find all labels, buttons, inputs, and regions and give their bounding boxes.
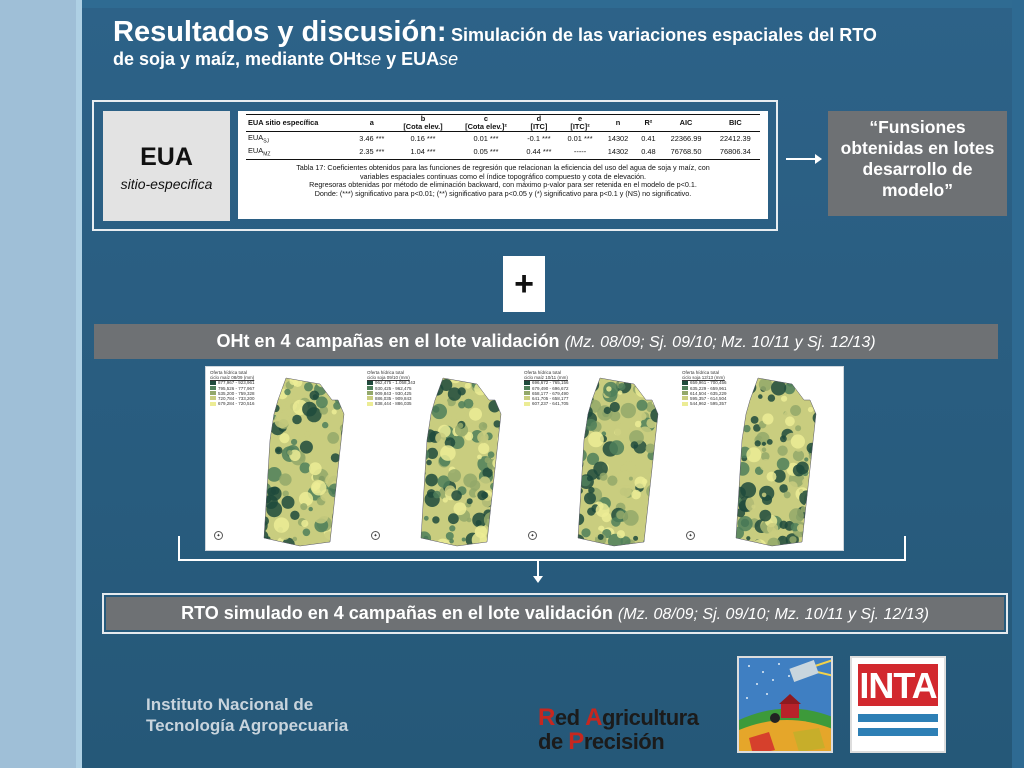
oht-map [365,370,523,548]
table-header: e [ITC]² [570,114,590,131]
functions-note-box: “Funsiones obtenidas en lotes desarrollo de modelo” [828,111,1007,216]
table-row: $EUA_{MZ}$ 2.35 *** 1.04 *** 0.05 *** 0.44 *** ----- 14302 0.48 76768.50 76806.34 [246,145,760,159]
table-header: AIC [679,117,693,127]
top-band [82,0,1012,8]
slide-title [113,14,1008,71]
inta-logo: INTA [850,656,946,753]
rto-banner-frame [102,593,1008,634]
eua-label: EUA [140,143,193,171]
right-band [1012,0,1024,768]
title-subtitle: Simulación de las variaciones espaciales del RTO [451,25,877,45]
north-arrow-icon: ✦ [214,531,223,540]
map-legend: Oferta hídrica total ciclo maíz 08/09 (mm) 877,967 - 923,961 795,526 - 777,967 535,200 - 759,328 720,784 - 733,200 679,284 - 720,516 [210,370,255,407]
table-header: c [Cota elev.]² [465,114,507,131]
table-caption: Tabla 17: Coeficientes obtenidos para las funciones de regresión que relacionan la eficiencia del uso del agua de soja y maíz, con variables espaciales continuas como el índice topográfico compuesto y cota de elevación. Regresoras obtenidas por método de eliminación backward, con máximo p-valor para ser retenida en el modelo de p<0.1. Donde: (***) significativo para p<0.01; (**) significativo para p<0.05 y (*) significativo para p<0.1 y (NS) no significativo. [296,162,710,198]
table-header: a [369,117,374,127]
table-header: BIC [728,117,742,127]
title-main: Resultados y discusión: [113,16,447,48]
regression-table [238,111,768,219]
red-agricultura-precision-logo: Red Agricultura de Precisión [538,704,699,755]
table-header: d [ITC] [530,114,548,131]
table-header: n [615,117,621,127]
north-arrow-icon: ✦ [528,531,537,540]
eua-sublabel: sitio-especifica [120,176,213,192]
precision-agriculture-image [737,656,833,753]
bracket-left [178,536,180,560]
left-decorative-strip [0,0,82,768]
oht-map [522,370,680,548]
title-line2: de soja y maíz, mediante OHtse y EUAse [113,49,459,70]
arrow-down-icon [537,561,539,577]
map-legend: Oferta hídrica total ciclo soja 09/10 (mm) 962,475 - 1.058,343 930,425 - 962,475 909,843 - 930,425 886,035 - 909,843 838,444 - 886,035 [367,370,416,407]
table-header: b [Cota elev.] [403,114,443,131]
table-header: R² [644,117,653,127]
north-arrow-icon: ✦ [371,531,380,540]
table-header: EUA sitio específica [248,117,319,127]
oht-maps-panel [205,366,844,551]
map-legend: Oferta hídrica total ciclo soja 12/13 (mm) 659,961 - 700,456 635,229 - 659,961 614,504 - 635,229 595,357 - 614,504 544,962 - 595,357 [682,370,727,407]
rto-banner: RTO simulado en 4 campañas en el lote validación (Mz. 08/09; Sj. 09/10; Mz. 10/11 y Sj. 12/13) [106,597,1004,630]
table-row: $EUA_{SJ}$ 3.46 *** 0.16 *** 0.01 *** -0.1 *** 0.01 *** 14302 0.41 22366.99 22412.39 [248,132,751,144]
map-legend: Oferta hídrica total ciclo maíz 10/11 (mm) 696,672 - 765,156 679,490 - 696,672 658,177 - 679,490 641,705 - 658,177 607,237 - 641,705 [524,370,569,407]
oht-banner: OHt en 4 campañas en el lote validación (Mz. 08/09; Sj. 09/10; Mz. 10/11 y Sj. 12/13) [94,324,998,359]
eua-label-box [103,111,230,221]
institute-name: Instituto Nacional de Tecnología Agropecuaria [146,695,349,736]
bracket-bottom [178,559,906,561]
oht-map [680,370,838,548]
north-arrow-icon: ✦ [686,531,695,540]
arrow-right-icon [786,158,820,160]
bracket-right [904,536,906,560]
plus-sign: + [503,256,545,312]
oht-map [208,370,366,548]
